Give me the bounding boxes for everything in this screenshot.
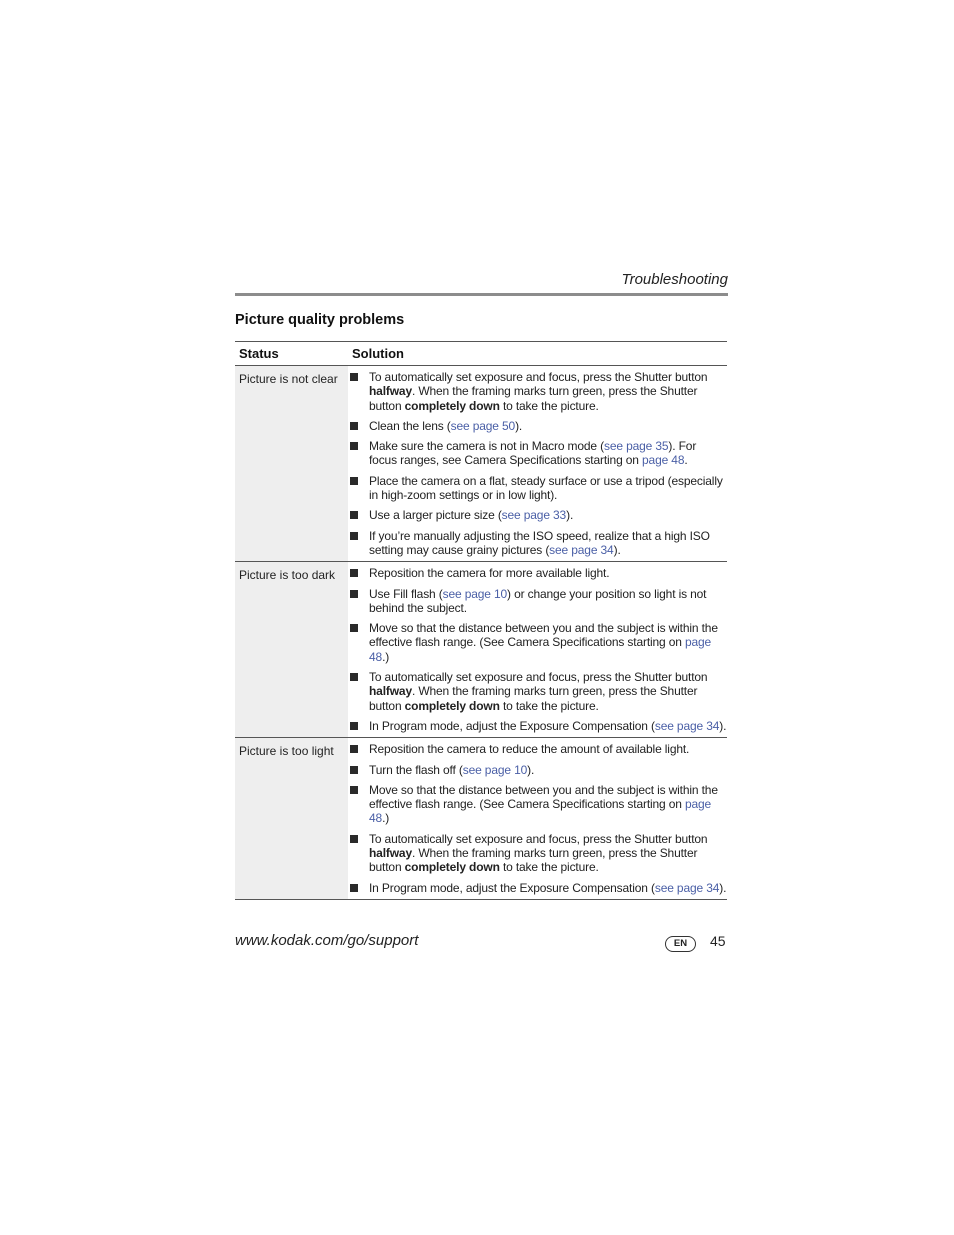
text-segment: ). [527,762,535,777]
page-reference-link[interactable]: see page 34 [549,542,614,557]
page-reference-link[interactable]: see page 33 [501,508,567,523]
solution-list-item [350,439,727,468]
table-header-row [235,341,727,366]
solution-cell [348,562,727,737]
square-bullet-icon [350,722,358,730]
table-row [235,562,727,738]
text-segment: Use Fill flash ( [369,586,443,601]
bold-emphasis: halfway [369,384,412,399]
support-url[interactable]: www.kodak.com/go/support [235,932,419,949]
text-segment: ). [515,418,523,433]
solution-text [369,566,727,580]
text-segment: ). [613,542,621,557]
square-bullet-icon [350,590,358,598]
status-cell: Picture is too dark [235,562,348,737]
text-segment: to take the picture. [499,860,599,875]
text-segment: ). For focus ranges, see Camera Specifications starting on [369,439,697,468]
solution-text [369,763,727,777]
text-segment: Turn the flash off ( [369,762,463,777]
solution-text [369,719,727,733]
square-bullet-icon [350,373,358,381]
solution-text [369,881,727,895]
text-segment: . When the framing marks turn green, press the Shutter button [369,846,698,875]
bold-emphasis: completely down [404,698,500,713]
solution-cell [348,738,727,899]
solution-text [369,587,727,616]
solution-list-item [350,419,727,433]
square-bullet-icon [350,422,358,430]
square-bullet-icon [350,884,358,892]
text-segment: . When the framing marks turn green, press the Shutter button [369,384,698,413]
text-segment: If you’re manually adjusting the ISO speed, realize that a high ISO setting may cause grainy pictures ( [369,528,710,557]
solution-list-item [350,529,727,558]
column-header-solution: Solution [352,346,404,361]
text-segment: . When the framing marks turn green, press the Shutter button [369,684,698,713]
square-bullet-icon [350,511,358,519]
table-row [235,366,727,562]
text-segment: In Program mode, adjust the Exposure Compensation ( [369,880,655,895]
text-segment: ). [719,880,727,895]
square-bullet-icon [350,745,358,753]
square-bullet-icon [350,442,358,450]
solution-list-item [350,621,727,664]
solution-list-item [350,783,727,826]
square-bullet-icon [350,673,358,681]
bold-emphasis: completely down [404,398,500,413]
table-body [235,366,727,900]
solution-text [369,670,727,713]
troubleshooting-table [235,341,727,900]
text-segment: ). [566,508,574,523]
solution-list-item [350,370,727,413]
text-segment: To automatically set exposure and focus, press the Shutter button [369,370,708,384]
text-segment: Make sure the camera is not in Macro mode ( [369,439,604,454]
language-badge: EN [665,936,696,952]
solution-text [369,742,727,756]
square-bullet-icon [350,835,358,843]
page-reference-link[interactable]: see page 35 [603,439,669,454]
section-title: Picture quality problems [235,312,405,328]
square-bullet-icon [350,477,358,485]
text-segment: To automatically set exposure and focus, press the Shutter button [369,670,708,685]
text-segment: to take the picture. [499,398,599,413]
text-segment: .) [382,811,390,826]
page-reference-link[interactable]: see page 50 [450,418,516,433]
page-number: 45 [710,933,726,949]
bold-emphasis: halfway [369,846,412,861]
text-segment: Move so that the distance between you and the subject is within the effective flash range. (See Camera Specifications starting on [369,782,718,812]
page-reference-link[interactable]: see page 10 [442,586,508,601]
column-header-status: Status [239,346,279,361]
bold-emphasis: completely down [404,860,500,875]
solution-list-item [350,474,727,503]
solution-text [369,439,727,468]
solution-text [369,783,727,826]
solution-list-item [350,763,727,777]
square-bullet-icon [350,786,358,794]
solution-cell [348,366,727,561]
text-segment: Use a larger picture size ( [369,508,502,523]
text-segment: Move so that the distance between you and the subject is within the effective flash range. (See Camera Specifications starting on [369,621,718,650]
square-bullet-icon [350,569,358,577]
text-segment: In Program mode, adjust the Exposure Compensation ( [369,718,655,733]
table-row [235,738,727,900]
solution-text [369,508,727,522]
text-segment: to take the picture. [499,698,599,713]
text-segment: . [684,453,688,468]
running-header-title: Troubleshooting [621,271,728,288]
solution-list-item [350,566,727,580]
page-reference-link[interactable]: see page 34 [654,718,720,733]
solution-list-item [350,832,727,875]
solution-list-item [350,719,727,733]
text-segment: .) [382,649,390,664]
page-reference-link[interactable]: see page 34 [654,880,720,895]
text-segment: Reposition the camera to reduce the amount of available light. [369,742,690,757]
solution-list-item [350,670,727,713]
status-cell: Picture is not clear [235,366,348,561]
solution-list-item [350,881,727,895]
solution-text [369,529,727,558]
text-segment: To automatically set exposure and focus, press the Shutter button [369,831,708,846]
text-segment: ). [719,718,727,733]
page-reference-link[interactable]: see page 10 [462,762,528,777]
solution-list-item [350,742,727,756]
solution-text [369,370,727,413]
solution-text [369,621,727,664]
text-segment: Clean the lens ( [369,418,451,433]
square-bullet-icon [350,766,358,774]
status-cell: Picture is too light [235,738,348,899]
solution-text [369,832,727,875]
text-segment: Reposition the camera for more available light. [369,566,610,581]
solution-text [369,474,727,503]
square-bullet-icon [350,532,358,540]
solution-list-item [350,508,727,522]
bold-emphasis: halfway [369,684,412,699]
solution-text [369,419,727,433]
text-segment: ) or change your position so light is not behind the subject. [369,586,707,615]
square-bullet-icon [350,624,358,632]
page-reference-link[interactable]: page 48 [642,453,685,468]
solution-list-item [350,587,727,616]
page-reference-link[interactable]: page 48 [369,635,712,664]
header-rule [235,293,728,296]
page-reference-link[interactable]: page 48 [369,797,712,826]
text-segment: Place the camera on a flat, steady surface or use a tripod (especially in high-zoom settings or in low light). [369,473,723,503]
